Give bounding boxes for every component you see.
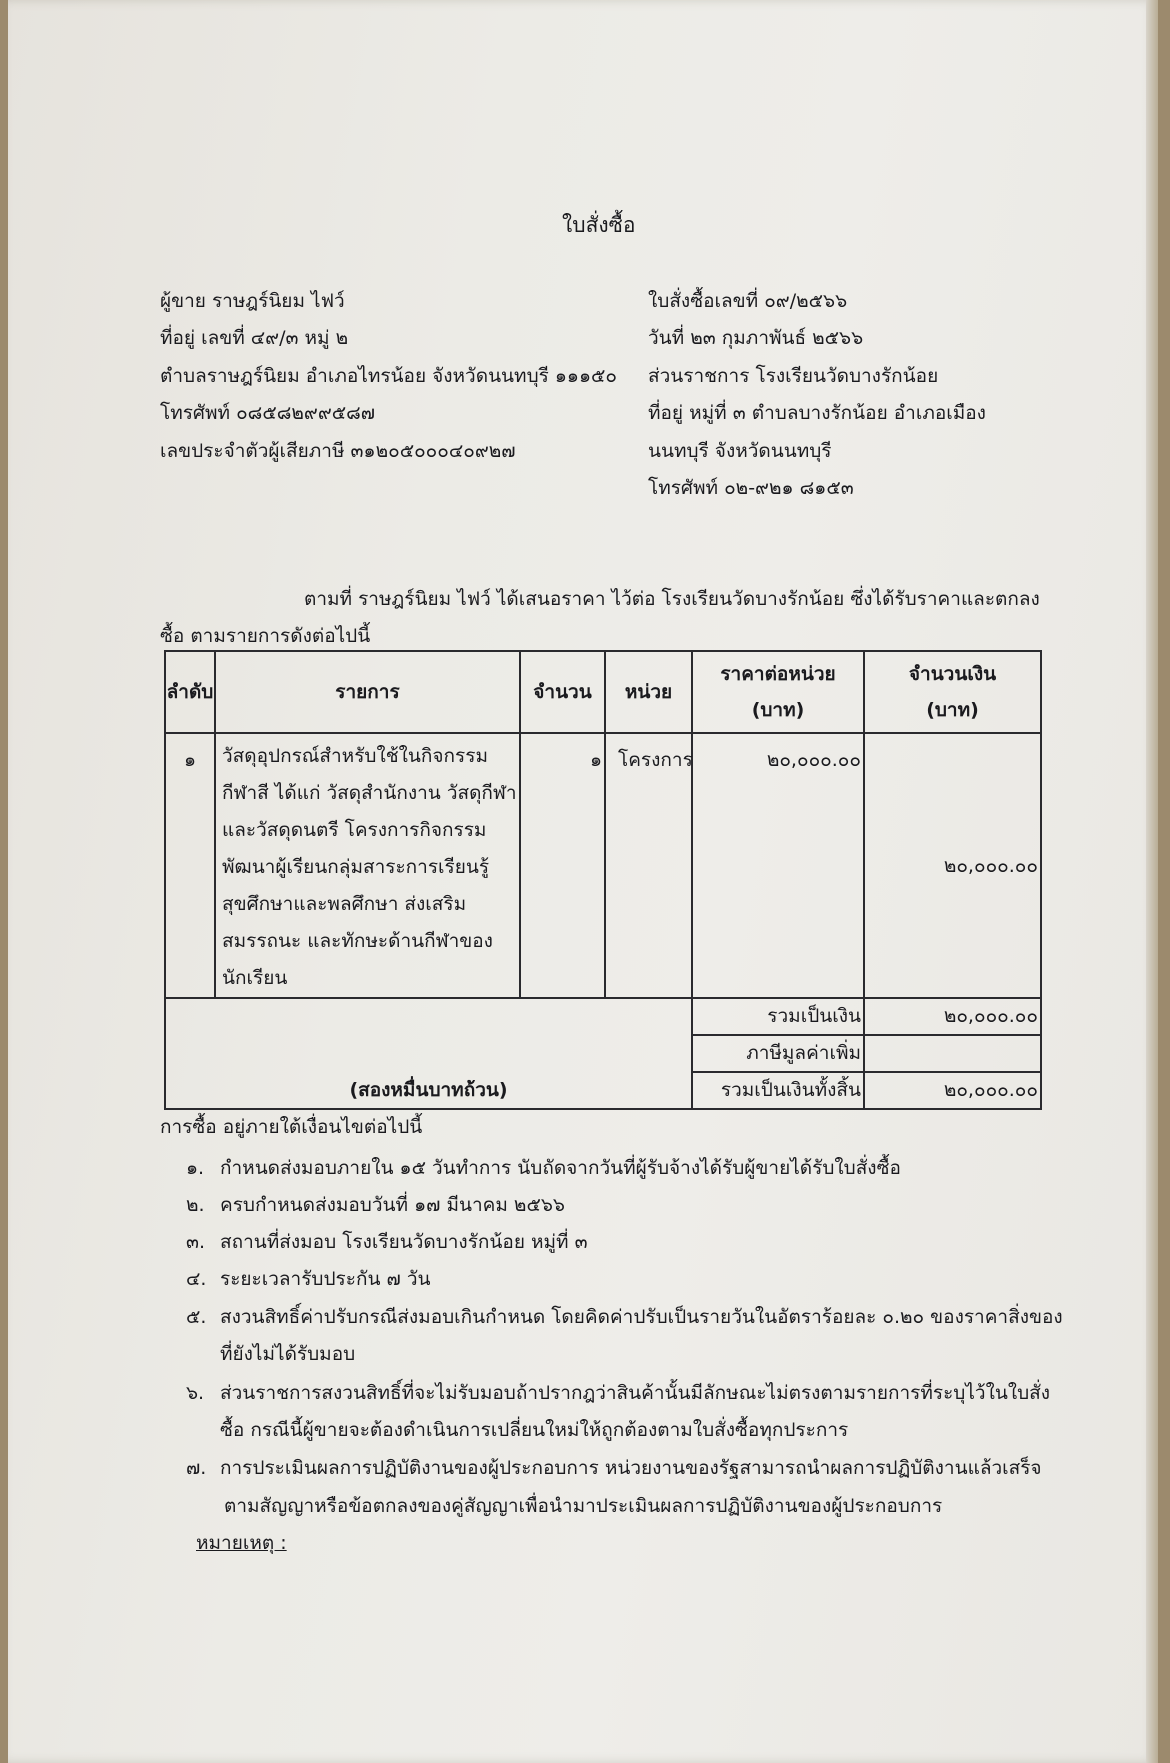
header-amount xyxy=(864,651,1041,733)
condition-text: ส่วนราชการสงวนสิทธิ์ที่จะไม่รับมอบถ้าปรากฎว่าสินค้านั้นมีลักษณะไม่ตรงตามรายการที่ระบุไว้ในใบสั่ง xyxy=(220,1382,1051,1404)
document-title: ใบสั่งซื้อ xyxy=(562,213,636,237)
condition-number: ๔. xyxy=(186,1268,207,1290)
condition-text: การประเมินผลการปฏิบัติงานของผู้ประกอบการ หน่วยงานของรัฐสามารถนำผลการปฏิบัติงานแล้วเสร็จ xyxy=(220,1457,1042,1479)
header-unit-price xyxy=(692,651,864,733)
table-header-row xyxy=(165,651,1041,733)
seller-phone: โทรศัพท์ ๐๘๕๘๒๙๙๕๘๗ xyxy=(160,402,376,424)
subtotal-label: รวมเป็นเงิน xyxy=(692,998,864,1035)
condition-text-cont: ซื้อ กรณีนี้ผู้ขายจะต้องดำเนินการเปลี่ยนใหม่ให้ถูกต้องตามใบสั่งซื้อทุกประการ xyxy=(220,1419,849,1441)
total-label: รวมเป็นเงินทั้งสิ้น xyxy=(692,1072,864,1109)
total-value: ๒๐,๐๐๐.๐๐ xyxy=(864,1072,1041,1109)
header-amount-currency: (บาท) xyxy=(926,699,979,721)
header-amount-label: จำนวนเงิน xyxy=(908,663,997,685)
order-number: ใบสั่งซื้อเลขที่ ๐๙/๒๕๖๖ xyxy=(648,290,848,312)
header-qty: จำนวน xyxy=(520,651,605,733)
condition-text: สถานที่ส่งมอบ โรงเรียนวัดบางรักน้อย หมู่ที่ ๓ xyxy=(220,1231,588,1253)
condition-number: ๑. xyxy=(186,1157,205,1179)
table-row xyxy=(165,733,1041,998)
condition-number: ๗. xyxy=(186,1457,207,1479)
buyer-phone: โทรศัพท์ ๐๒-๙๒๑ ๘๑๕๓ xyxy=(648,477,854,499)
condition-text: ระยะเวลารับประกัน ๗ วัน xyxy=(220,1268,431,1290)
header-no: ลำดับ xyxy=(165,651,215,733)
subtotal-row xyxy=(165,998,1041,1035)
condition-number: ๒. xyxy=(186,1194,205,1216)
row-item-description: วัสดุอุปกรณ์สำหรับใช้ในกิจกรรมกีฬาสี ได้แก่ วัสดุสำนักงาน วัสดุกีฬา และวัสดุดนตรี โครงการกิจกรรมพัฒนาผู้เรียนกลุ่มสาระการเรียนรู้สุขศึกษาและพลศึกษา ส่งเสริมสมรรถนะ และทักษะด้านกีฬาของนักเรียน xyxy=(215,733,520,998)
condition-text: สงวนสิทธิ์ค่าปรับกรณีส่งมอบเกินกำหนด โดยคิดค่าปรับเป็นรายวันในอัตราร้อยละ ๐.๒๐ ของราคาสิ่งของ xyxy=(220,1306,1063,1328)
seller-subdistrict: ตำบลราษฎร์นิยม อำเภอไทรน้อย จังหวัดนนทบุรี ๑๑๑๕๐ xyxy=(160,365,618,387)
header-unit-price-label: ราคาต่อหน่วย xyxy=(720,663,836,685)
row-no: ๑ xyxy=(165,733,215,998)
row-amount: ๒๐,๐๐๐.๐๐ xyxy=(864,733,1041,998)
condition-number: ๖. xyxy=(186,1382,205,1404)
header-unit-price-currency: (บาท) xyxy=(751,699,805,721)
seller-tax-id: เลขประจำตัวผู้เสียภาษี ๓๑๒๐๕๐๐๐๔๐๙๒๗ xyxy=(160,440,516,462)
condition-text-cont: ที่ยังไม่ได้รับมอบ xyxy=(220,1343,356,1365)
condition-text-cont: ตามสัญญาหรือข้อตกลงของคู่สัญญาเพื่อนำมาประเมินผลการปฏิบัติงานของผู้ประกอบการ xyxy=(224,1495,943,1517)
row-unit: โครงการ xyxy=(605,733,692,998)
row-qty: ๑ xyxy=(520,733,605,998)
subtotal-value: ๒๐,๐๐๐.๐๐ xyxy=(864,998,1041,1035)
row-unit-price: ๒๐,๐๐๐.๐๐ xyxy=(692,733,864,998)
vat-value xyxy=(864,1035,1041,1072)
condition-text: ครบกำหนดส่งมอบวันที่ ๑๗ มีนาคม ๒๕๖๖ xyxy=(220,1194,565,1216)
total-in-words: (สองหมื่นบาทถ้วน) xyxy=(165,998,692,1109)
seller-name: ผู้ขาย ราษฎร์นิยม ไฟว์ xyxy=(160,290,345,312)
buyer-address: ที่อยู่ หมู่ที่ ๓ ตำบลบางรักน้อย อำเภอเมือง xyxy=(648,402,986,424)
conditions-heading: การซื้อ อยู่ภายใต้เงื่อนไขต่อไปนี้ xyxy=(160,1116,423,1138)
seller-address: ที่อยู่ เลขที่ ๔๙/๓ หมู่ ๒ xyxy=(160,327,349,349)
intro-line-2: ซื้อ ตามรายการดังต่อไปนี้ xyxy=(160,625,371,647)
condition-number: ๓. xyxy=(186,1231,206,1253)
order-date: วันที่ ๒๓ กุมภาพันธ์ ๒๕๖๖ xyxy=(648,327,864,349)
vat-label: ภาษีมูลค่าเพิ่ม xyxy=(692,1035,864,1072)
paper-edge xyxy=(1146,0,1158,1763)
condition-text: กำหนดส่งมอบภายใน ๑๕ วันทำการ นับถัดจากวันที่ผู้รับจ้างได้รับผู้ขายได้รับใบสั่งซื้อ xyxy=(220,1157,901,1179)
buyer-province: นนทบุรี จังหวัดนนทบุรี xyxy=(648,440,832,462)
remark-label: หมายเหตุ : xyxy=(196,1532,287,1554)
items-table xyxy=(164,650,1042,1110)
buyer-agency: ส่วนราชการ โรงเรียนวัดบางรักน้อย xyxy=(648,365,939,387)
header-item: รายการ xyxy=(215,651,520,733)
intro-line-1: ตามที่ ราษฎร์นิยม ไฟว์ ได้เสนอราคา ไว้ต่อ โรงเรียนวัดบางรักน้อย ซึ่งได้รับราคาและตกลง xyxy=(304,588,1040,610)
condition-number: ๕. xyxy=(186,1306,207,1328)
header-unit: หน่วย xyxy=(605,651,692,733)
